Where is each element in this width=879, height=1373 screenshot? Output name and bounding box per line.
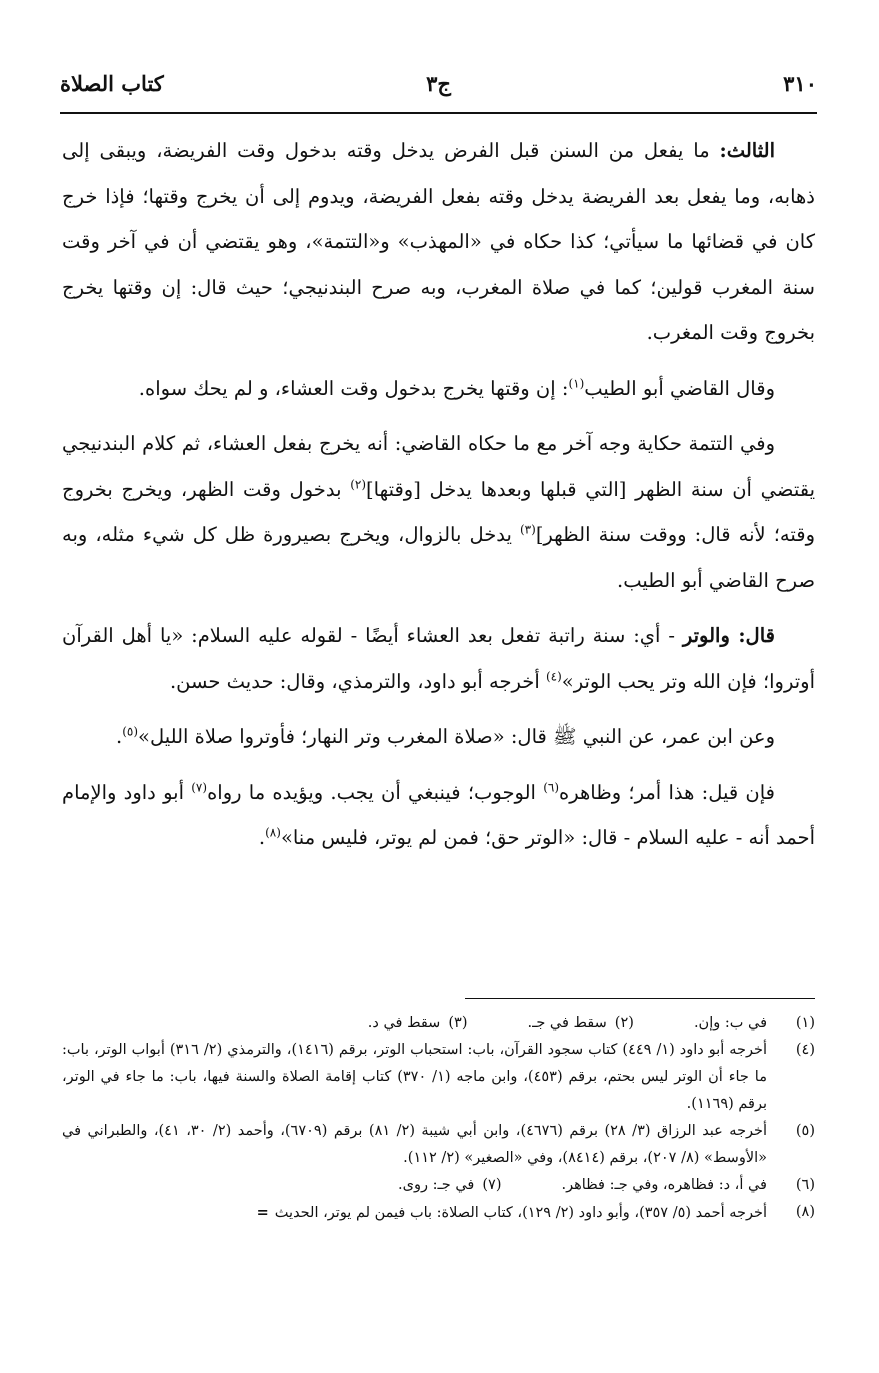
paragraph-text: وقال القاضي أبو الطيب (584, 376, 775, 400)
footnote-6 (561, 1172, 767, 1199)
footnote-2 (527, 1010, 633, 1037)
footnote-7 (398, 1172, 501, 1199)
paragraph-text: أبو داود والإمام أحمد أنه - عليه السلام - قال: «الوتر حق؛ فمن لم يوتر، فليس منا» (62, 780, 815, 849)
paragraph-4 (62, 613, 815, 704)
footnote-number: (٤) (795, 1042, 815, 1058)
volume-label: ج٣ (426, 71, 451, 96)
footnote-8 (62, 1199, 815, 1227)
footnote-number: (١) (795, 1015, 815, 1031)
paragraph-2 (62, 366, 815, 412)
page-number: ٣١٠ (783, 71, 817, 96)
footnote-number: (٥) (795, 1123, 815, 1139)
footnote-number: (٧) (482, 1177, 502, 1193)
footnote-number: (٨) (795, 1204, 815, 1220)
footnote-marker[interactable]: (٦) (543, 780, 560, 794)
footnote-5 (62, 1118, 815, 1172)
footnote-marker[interactable]: (٣) (519, 522, 536, 537)
footnote-text: في أ، د: فظاهره، وفي جـ: فظاهر. (561, 1177, 767, 1193)
paragraph-3 (62, 421, 815, 603)
footnote-rule (465, 998, 815, 999)
paragraph-6 (62, 770, 815, 861)
footnote-text: في جـ: روى. (398, 1177, 475, 1193)
paragraph-text: وفي التتمة حكاية وجه آخر مع ما حكاه القاضي: أنه يخرج بفعل العشاء، ثم كلام البندنيجي يقتضي أن سنة الظهر [التي قبلها وبعدها يدخل [وقتها] (62, 432, 815, 501)
paragraph-text: . (116, 725, 123, 748)
paragraph-text: . (258, 826, 266, 849)
footnote-row (62, 1010, 815, 1037)
running-header (60, 64, 817, 104)
paragraph-5 (62, 714, 815, 760)
footnote-text: أخرجه أحمد (٥/ ٣٥٧)، وأبو داود (٢/ ١٢٩)، كتاب الصلاة: باب فيمن لم يوتر، الحديث (274, 1205, 767, 1221)
footnotes (62, 1010, 815, 1227)
footnote-marker[interactable]: (٤) (545, 669, 562, 683)
footnote-marker[interactable]: (١) (568, 376, 585, 390)
paragraph-text: أخرجه أبو داود، والترمذي، وقال: حديث حسن. (169, 669, 546, 693)
footnote-number: (٦) (795, 1177, 815, 1193)
paragraph-lead: قال: والوتر (682, 624, 775, 647)
paragraph-text: فإن قيل: هذا أمر؛ وظاهره (559, 780, 775, 804)
footnote-4 (62, 1037, 815, 1118)
footnote-row (62, 1172, 815, 1199)
paragraph-lead: الثالث: (719, 139, 775, 162)
paragraph-text: بدخول وقت الظهر، ويخرج بخروج وقته؛ لأنه قال: ووقت سنة الظهر] (62, 477, 815, 546)
paragraph-text: وعن ابن عمر، عن النبي ﷺ قال: «صلاة المغرب وتر النهار؛ فأوتروا صلاة الليل» (138, 725, 775, 748)
main-text (62, 128, 815, 871)
paragraph-text: ما يفعل من السنن قبل الفرض يدخل وقته بدخول وقت الفريضة، ويبقى إلى ذهابه، وما يفعل بعد الفريضة يدخل وقته بفعل الفريضة، ويدوم إلى أن يخرج وقتها؛ فإذا خرج كان في قضائها ما سيأتي؛ كذا حكاه في «المهذب» و«التتمة»، وهو يقتضي أن في آخر وقت سنة المغرب قولين؛ كما في صلاة المغرب، وبه صرح البندنيجي؛ حيث قال: إن وقتها يخرج بخروج وقت المغرب. (62, 139, 815, 344)
paragraph-text: : إن وقتها يخرج بدخول وقت العشاء، و لم يحك سواه. (138, 376, 569, 400)
paragraph-text: الوجوب؛ فينبغي أن يجب. ويؤيده ما رواه (207, 780, 544, 804)
footnote-marker[interactable]: (٢) (350, 477, 367, 491)
footnote-marker[interactable]: (٥) (122, 724, 139, 739)
footnote-number: (٣) (448, 1015, 468, 1031)
footnote-number: (٢) (614, 1015, 634, 1031)
footnote-text: في ب: وإن. (693, 1015, 767, 1031)
footnote-marker[interactable]: (٧) (191, 780, 208, 794)
footnote-text: أخرجه عبد الرزاق (٣/ ٢٨) برقم (٤٦٧٦)، وابن أبي شيبة (٢/ ٨١) برقم (٦٧٠٩)، وأحمد (٢/ ٣٠، ٤١)، والطبراني في «الأوسط» (٨/ ٢٠٧)، برقم (٨٤١٤)، وفي «الصغير» (٢/ ١١٢). (62, 1123, 768, 1166)
continuation-mark: = (256, 1204, 269, 1221)
footnote-marker[interactable]: (٨) (265, 825, 281, 840)
book-title: كتاب الصلاة (60, 71, 164, 96)
paragraph-text: يدخل بالزوال، ويخرج بصيرورة ظل كل شيء مثله، وبه صرح القاضي أبو الطيب. (62, 523, 815, 592)
header-rule (60, 112, 817, 114)
footnote-text: سقط في جـ. (527, 1015, 607, 1031)
footnote-3 (368, 1010, 468, 1037)
paragraph-text: - أي: سنة راتبة تفعل بعد العشاء أيضًا - لقوله عليه السلام: «يا أهل القرآن أوتروا؛ فإن الله وتر يحب الوتر» (62, 624, 815, 693)
footnote-text: أخرجه أبو داود (١/ ٤٤٩) كتاب سجود القرآن، باب: استحباب الوتر، برقم (١٤١٦)، والترمذي (٢/ ٣١٦) أبواب الوتر، باب: ما جاء أن الوتر ليس بحتم، برقم (٤٥٣)، وابن ماجه (١/ ٣٧٠) كتاب إقامة الصلاة والسنة فيها، باب: ما جاء في الوتر، برقم (١١٦٩). (62, 1042, 768, 1112)
footnote-text: سقط في د. (367, 1015, 441, 1031)
paragraph-1 (62, 128, 815, 356)
footnote-1 (694, 1010, 767, 1037)
